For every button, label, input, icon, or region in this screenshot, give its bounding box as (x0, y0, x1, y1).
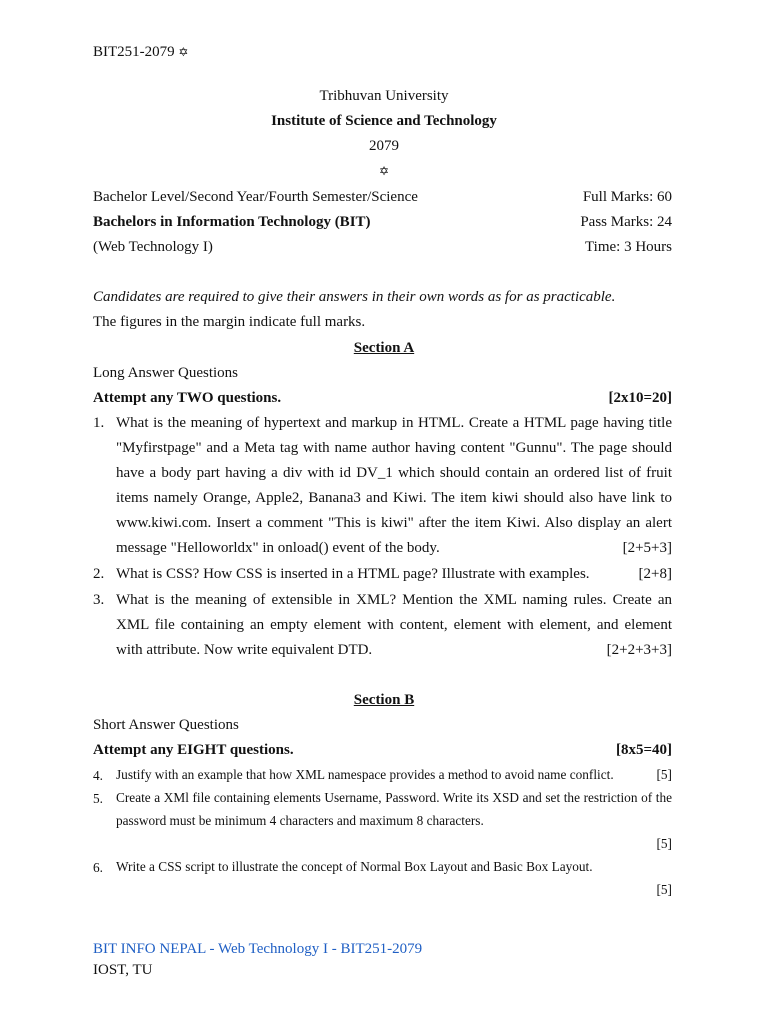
question-marks: [2+5+3] (622, 540, 672, 556)
question-number: 4. (93, 768, 103, 783)
question-text (116, 855, 672, 878)
section-a-title: Section A (353, 340, 415, 356)
question-body: What is CSS? How CSS is inserted in a HTML page? Illustrate with examples. (116, 566, 590, 582)
question-text (116, 411, 672, 561)
section-b-subtitle: Short Answer Questions (93, 717, 239, 733)
university-name: Tribhuvan University (319, 88, 449, 104)
question-body: What is the meaning of extensible in XML? Mention the XML naming rules. Create an XML file containing an empty element with content, element with element, and element with attribute. Now write equivalent DTD. (116, 592, 672, 658)
question-body: Justify with an example that how XML namespace provides a method to avoid name conflict. (116, 767, 614, 782)
footer-org: IOST, TU (93, 962, 153, 978)
full-marks: Full Marks: 60 (582, 189, 672, 205)
section-a-marks: [2x10=20] (608, 390, 672, 406)
star-icon: ✡ (378, 164, 390, 178)
question-marks: [5] (656, 767, 672, 782)
question-body: Create a XMl file containing elements Username, Password. Write its XSD and set the restriction of the password must be minimum 4 characters and maximum 8 characters. (116, 790, 672, 828)
question-body: What is the meaning of hypertext and markup in HTML. Create a HTML page having title "Myfirstpage" and a Meta tag with name author having content "Gunnu". The page should have a body part having a div with id DV_1 which should contain an ordered list of fruit items namely Orange, Apple2, Banana3 and Kiwi. The item kiwi should also have link to www.kiwi.com. Insert a comment "This is kiwi" after the item Kiwi. Also display an alert message "Helloworldx" in onload() event of the body. (116, 415, 672, 556)
question-number: 6. (93, 860, 103, 875)
header-code: BIT251-2079 (93, 44, 175, 60)
institute-name: Institute of Science and Technology (271, 113, 497, 129)
subject-name: (Web Technology I) (93, 239, 213, 255)
question-number: 2. (93, 566, 105, 582)
question-body: Write a CSS script to illustrate the concept of Normal Box Layout and Basic Box Layout. (116, 859, 593, 874)
question-marks: [5] (656, 836, 672, 851)
exam-time: Time: 3 Hours (585, 239, 672, 255)
question-text (116, 588, 672, 663)
section-a-attempt: Attempt any TWO questions. (93, 390, 282, 406)
question-text (116, 562, 672, 587)
level-text: Bachelor Level/Second Year/Fourth Semester/Science (93, 189, 418, 205)
question-marks: [2+2+3+3] (606, 642, 672, 658)
section-b-title: Section B (353, 692, 415, 708)
footer-link[interactable]: BIT INFO NEPAL - Web Technology I - BIT251-2079 (93, 941, 423, 957)
pass-marks: Pass Marks: 24 (580, 214, 672, 230)
section-b-attempt: Attempt any EIGHT questions. (93, 742, 294, 758)
star-icon: ✡ (178, 45, 189, 59)
program-name: Bachelors in Information Technology (BIT) (93, 214, 371, 230)
question-number: 5. (93, 791, 103, 806)
section-a-subtitle: Long Answer Questions (93, 365, 238, 381)
question-text (116, 763, 672, 786)
exam-year: 2079 (369, 138, 399, 154)
instruction-marks: The figures in the margin indicate full marks. (93, 314, 366, 330)
section-b-marks: [8x5=40] (615, 742, 672, 758)
question-text (116, 786, 672, 832)
question-marks: [2+8] (638, 566, 672, 582)
question-marks: [5] (656, 882, 672, 897)
question-number: 3. (93, 592, 105, 608)
instruction-answer: Candidates are required to give their answers in their own words as for as practicable. (93, 289, 616, 305)
header-code-line (93, 44, 188, 61)
question-number: 1. (93, 415, 105, 431)
